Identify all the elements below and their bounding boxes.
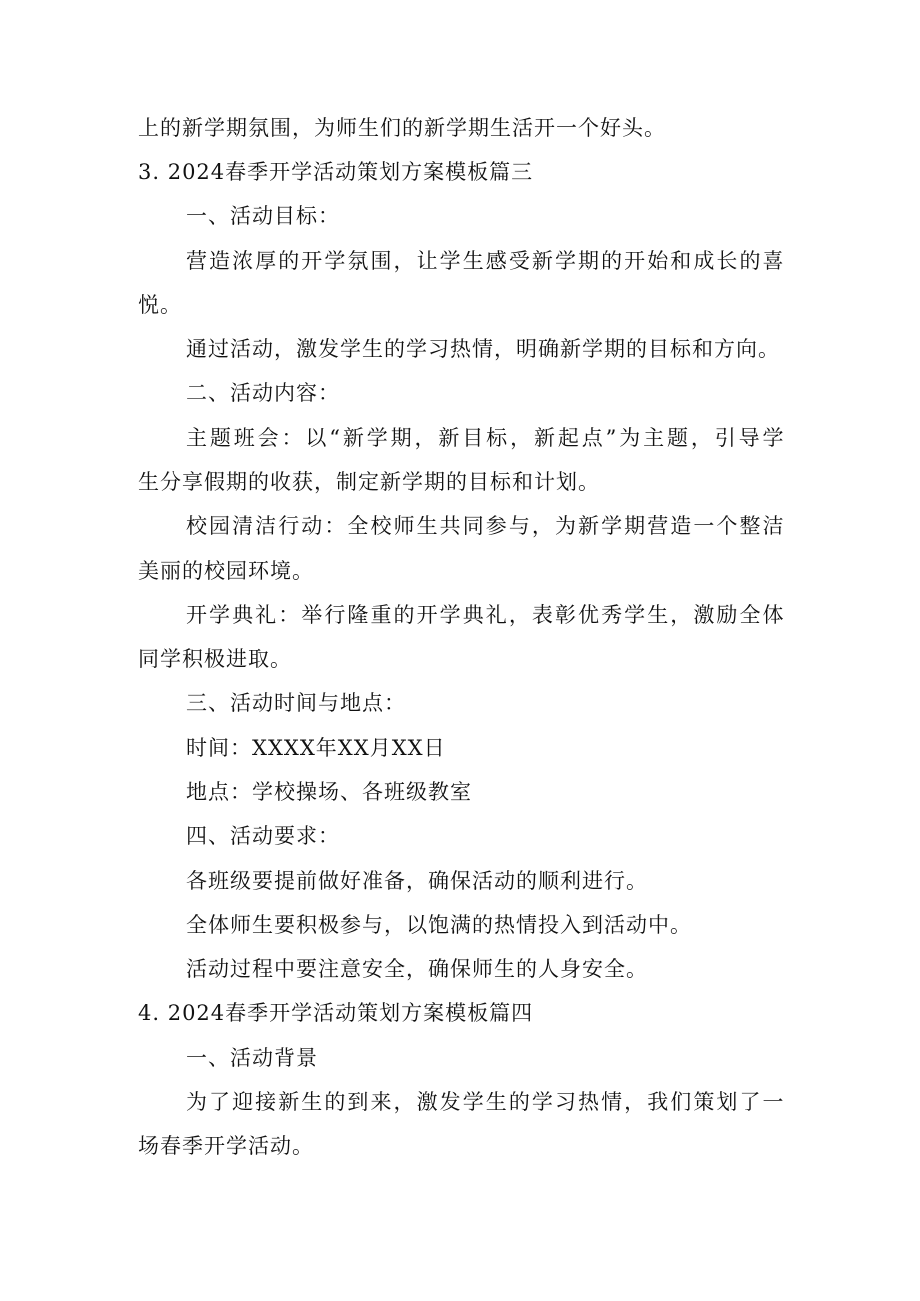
content-paragraph-3-line-1: 开学典礼：举行隆重的开学典礼，表彰优秀学生，激励全体 <box>186 603 784 627</box>
subheading-activity-content: 二、活动内容： <box>186 381 340 405</box>
background-paragraph-line-2: 场春季开学活动。 <box>138 1134 314 1158</box>
content-paragraph-2-line-1: 校园清洁行动：全校师生共同参与，为新学期营造一个整洁 <box>186 514 784 538</box>
subheading-activity-goal: 一、活动目标： <box>186 204 340 228</box>
subheading-time-place: 三、活动时间与地点： <box>186 691 406 715</box>
goal-paragraph-1-line-2: 悦。 <box>138 293 182 317</box>
content-paragraph-1-line-2: 生分享假期的收获，制定新学期的目标和计划。 <box>138 470 600 494</box>
place-line: 地点：学校操场、各班级教室 <box>186 780 472 804</box>
paragraph-continuation-line: 上的新学期氛围，为师生们的新学期生活开一个好头。 <box>138 116 666 140</box>
time-line: 时间：XXXX年XX月XX日 <box>186 736 446 760</box>
section-heading-3: 3. 2024春季开学活动策划方案模板篇三 <box>138 160 534 184</box>
content-paragraph-2-line-2: 美丽的校园环境。 <box>138 559 314 583</box>
content-paragraph-3-line-2: 同学积极进取。 <box>138 647 292 671</box>
requirement-2: 全体师生要积极参与，以饱满的热情投入到活动中。 <box>186 913 692 937</box>
requirement-1: 各班级要提前做好准备，确保活动的顺利进行。 <box>186 869 648 893</box>
content-paragraph-1-line-1: 主题班会：以“新学期，新目标，新起点”为主题，引导学 <box>186 426 784 450</box>
goal-paragraph-2: 通过活动，激发学生的学习热情，明确新学期的目标和方向。 <box>186 337 780 361</box>
subheading-background: 一、活动背景 <box>186 1046 318 1070</box>
goal-paragraph-1-line-1: 营造浓厚的开学氛围，让学生感受新学期的开始和成长的喜 <box>186 249 784 273</box>
background-paragraph-line-1: 为了迎接新生的到来，激发学生的学习热情，我们策划了一 <box>186 1090 784 1114</box>
requirement-3: 活动过程中要注意安全，确保师生的人身安全。 <box>186 957 648 981</box>
section-heading-4: 4. 2024春季开学活动策划方案模板篇四 <box>138 1001 534 1025</box>
subheading-requirements: 四、活动要求： <box>186 824 340 848</box>
